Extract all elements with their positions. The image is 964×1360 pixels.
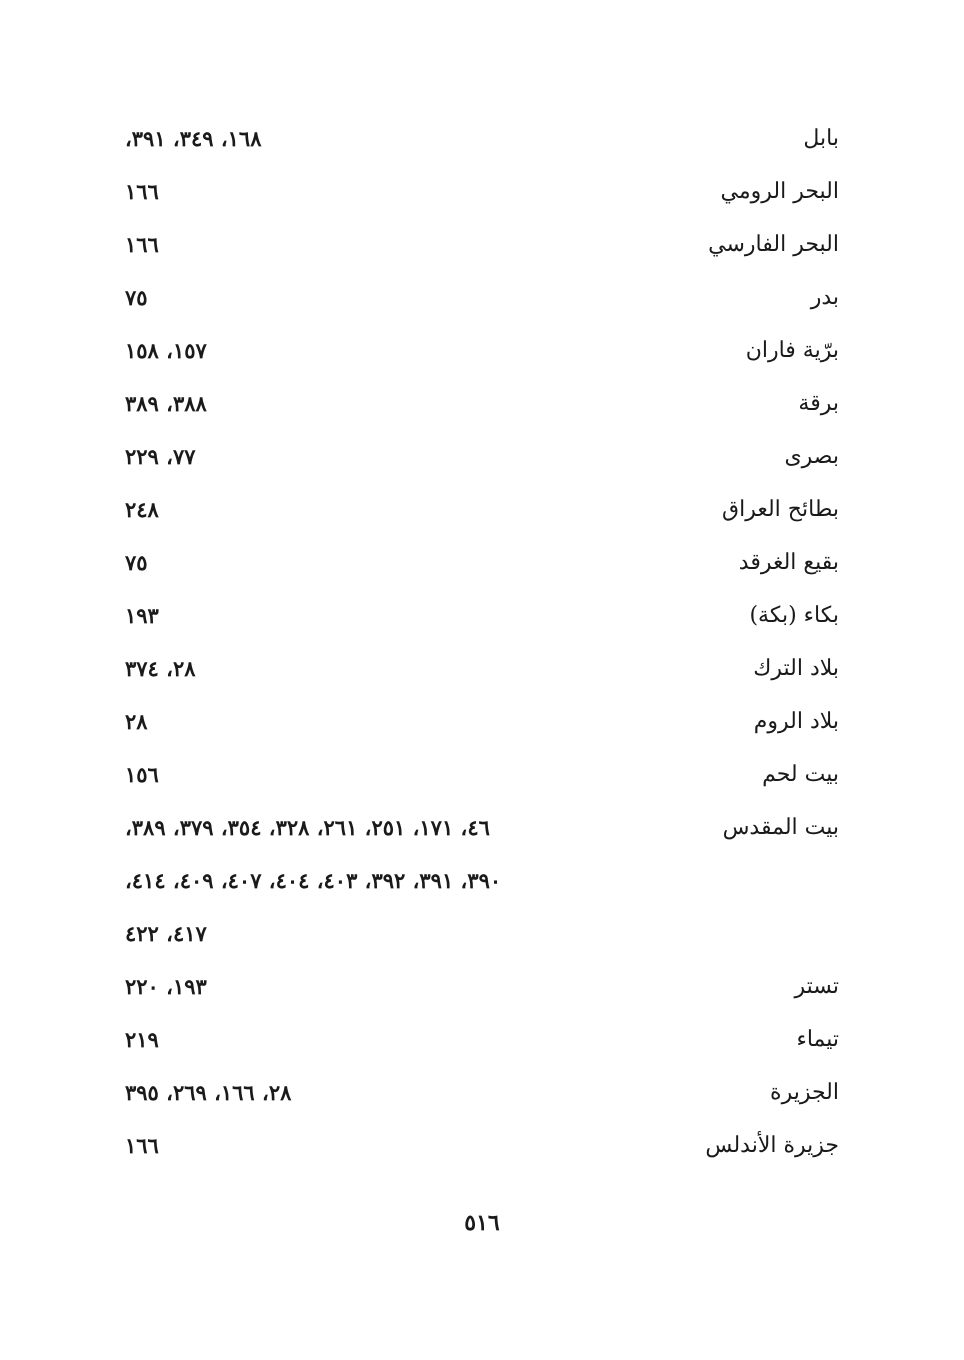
index-entry	[0, 748, 964, 801]
entry-term: برّية فاران	[745, 338, 839, 363]
index-entry	[0, 695, 964, 748]
entry-pages: ٣٩٠، ٣٩١، ٣٩٢، ٤٠٣، ٤٠٤، ٤٠٧، ٤٠٩، ٤١٤،	[125, 868, 502, 893]
entry-pages: ١٥٧، ١٥٨	[125, 338, 207, 363]
entry-pages: ٢١٩	[125, 1027, 159, 1052]
entry-pages: ٤٦، ١٧١، ٢٥١، ٢٦١، ٣٢٨، ٣٥٤، ٣٧٩، ٣٨٩،	[125, 815, 490, 840]
entry-pages: ٢٨، ١٦٦، ٢٦٩، ٣٩٥	[125, 1080, 292, 1105]
entry-pages: ١٥٦	[125, 762, 159, 787]
index-entry	[0, 112, 964, 165]
entry-term: برقة	[798, 391, 839, 416]
entry-term: جزيرة الأندلس	[705, 1133, 839, 1158]
entry-term: البحر الفارسي	[708, 232, 839, 257]
index-entry	[0, 377, 964, 430]
index-entry	[0, 1119, 964, 1172]
index-entry	[0, 536, 964, 589]
entry-pages: ٢٨	[125, 709, 148, 734]
page-number: ٥١٦	[464, 1210, 500, 1236]
index-entry-continuation	[0, 854, 964, 907]
entry-pages: ١٩٣، ٢٢٠	[125, 974, 207, 999]
index-entry	[0, 430, 964, 483]
entry-term: بدر	[810, 285, 839, 310]
index-entry	[0, 589, 964, 642]
index-entry	[0, 165, 964, 218]
entry-term: تستر	[794, 974, 839, 999]
entry-term: بلاد الترك	[753, 656, 839, 681]
index-entry	[0, 483, 964, 536]
index-entry	[0, 801, 964, 854]
entry-term: الجزيرة	[770, 1080, 839, 1105]
index-entry	[0, 1066, 964, 1119]
entry-pages: ٤١٧، ٤٢٢	[125, 921, 207, 946]
entry-term: بيت لحم	[762, 762, 839, 787]
entry-pages: ١٦٦	[125, 1133, 159, 1158]
entry-term: بطائح العراق	[722, 497, 839, 522]
index-entry	[0, 324, 964, 377]
entry-term: البحر الرومي	[720, 179, 839, 204]
entry-pages: ٢٨، ٣٧٤	[125, 656, 196, 681]
index-entry	[0, 1013, 964, 1066]
index-entry	[0, 960, 964, 1013]
entry-pages: ١٩٣	[125, 603, 159, 628]
entry-term: بقيع الغرقد	[738, 550, 839, 575]
entry-pages: ٣٨٨، ٣٨٩	[125, 391, 207, 416]
entry-pages: ١٦٦	[125, 232, 159, 257]
entry-term: بكاء (بكة)	[749, 603, 839, 628]
entry-pages: ١٦٦	[125, 179, 159, 204]
entry-pages: ١٦٨، ٣٤٩، ٣٩١،	[125, 126, 262, 151]
index-list	[0, 112, 964, 1172]
entry-term: بيت المقدس	[722, 815, 839, 840]
index-entry	[0, 218, 964, 271]
entry-term: بصرى	[784, 444, 839, 469]
entry-pages: ٧٧، ٢٢٩	[125, 444, 196, 469]
entry-term: تيماء	[796, 1027, 839, 1052]
entry-pages: ٢٤٨	[125, 497, 159, 522]
index-entry	[0, 642, 964, 695]
entry-pages: ٧٥	[125, 285, 148, 310]
index-entry-continuation	[0, 907, 964, 960]
entry-term: بابل	[803, 126, 839, 151]
index-entry	[0, 271, 964, 324]
entry-term: بلاد الروم	[753, 709, 839, 734]
entry-pages: ٧٥	[125, 550, 148, 575]
